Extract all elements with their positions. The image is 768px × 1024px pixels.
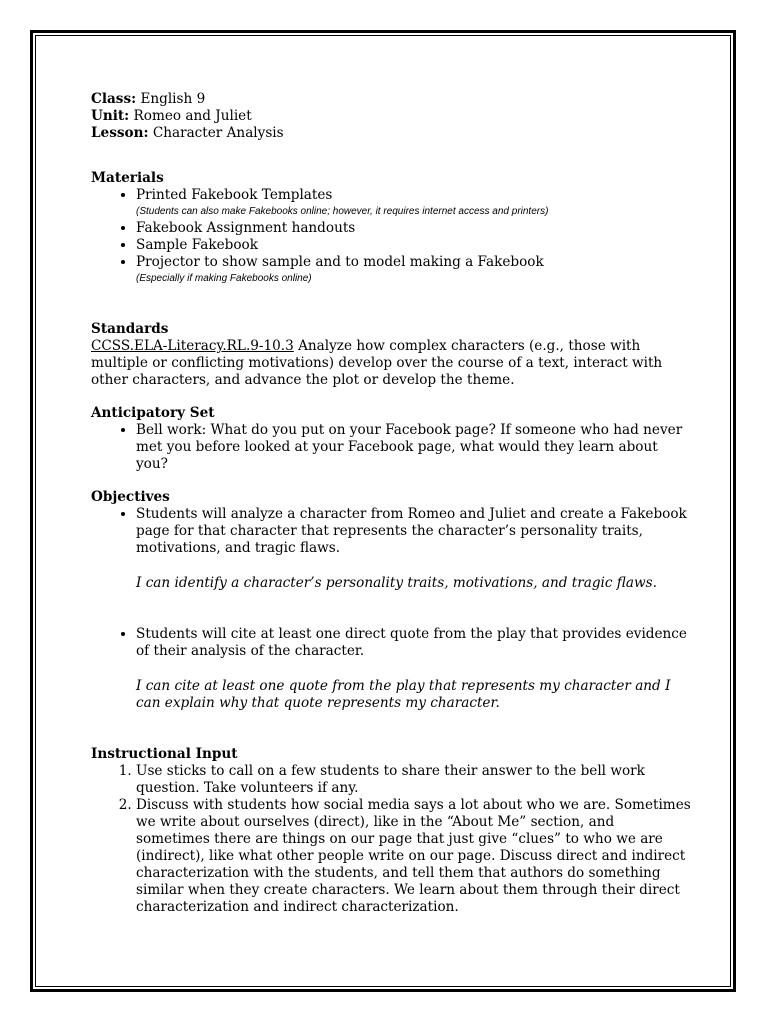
materials-item-note: (Especially if making Fakebooks online) bbox=[136, 273, 312, 284]
lesson-line bbox=[91, 125, 691, 142]
materials-item-text: Projector to show sample and to model making a Fakebook bbox=[136, 254, 544, 270]
lesson-label: Lesson: bbox=[91, 125, 149, 141]
objective-item bbox=[136, 506, 691, 610]
class-label: Class: bbox=[91, 91, 137, 107]
materials-item-text: Sample Fakebook bbox=[136, 237, 258, 253]
unit-line bbox=[91, 108, 691, 125]
class-line bbox=[91, 91, 691, 108]
objective-i-can: I can cite at least one quote from the play that represents my character and I can explain why that quote represents my character. bbox=[136, 678, 671, 711]
unit-value: Romeo and Juliet bbox=[133, 108, 252, 124]
objective-text: Students will cite at least one direct quote from the play that provides evidence of their analysis of the character. bbox=[136, 626, 687, 659]
instructional-item: 1. Use sticks to call on a few students to share their answer to the bell work question. Take volunteers if any. bbox=[136, 763, 691, 797]
objective-text: Students will analyze a character from Romeo and Juliet and create a Fakebook page for that character that represents the character’s personality traits, motivations, and tragic flaws. bbox=[136, 506, 687, 556]
objective-item bbox=[136, 626, 691, 712]
lesson-plan bbox=[91, 91, 691, 916]
standards-title: Standards bbox=[91, 321, 169, 337]
materials-item bbox=[136, 187, 691, 220]
instructional-list bbox=[91, 763, 691, 916]
materials-item-note: (Students can also make Fakebooks online; however, it requires internet access and printers) bbox=[136, 206, 549, 217]
materials-title: Materials bbox=[91, 170, 164, 186]
materials-item-text: Fakebook Assignment handouts bbox=[136, 220, 356, 236]
unit-label: Unit: bbox=[91, 108, 130, 124]
standards-text bbox=[91, 338, 691, 389]
objective-i-can: I can identify a character’s personality traits, motivations, and tragic flaws. bbox=[136, 575, 657, 591]
instructional-title: Instructional Input bbox=[91, 746, 238, 762]
standards-description: Analyze how complex characters (e.g., those with multiple or conflicting motivations) develop over the course of a text, interact with other characters, and advance the plot or develop the theme. bbox=[91, 338, 663, 388]
materials-item bbox=[136, 237, 691, 254]
anticipatory-item: • Bell work: What do you put on your Facebook page? If someone who had never met you before looked at your Facebook page, what would they learn about you? bbox=[136, 422, 691, 473]
standards-link[interactable]: CCSS.ELA-Literacy.RL.9-10.3 bbox=[91, 338, 294, 354]
class-value: English 9 bbox=[140, 91, 206, 107]
materials-list bbox=[91, 187, 691, 287]
anticipatory-list bbox=[91, 422, 691, 473]
materials-item bbox=[136, 254, 691, 287]
instructional-item: 2. Discuss with students how social media says a lot about who we are. Sometimes we write about ourselves (direct), like in the “About Me” section, and sometimes there are things on our page that just give “clues” to who we are (indirect), like what other people write on our page. Discuss direct and indirect characterization with the students, and tell them that authors do something similar when they create characters. We learn about them through their direct characterization and indirect characterization. bbox=[136, 797, 691, 916]
objectives-title: Objectives bbox=[91, 489, 170, 505]
materials-item bbox=[136, 220, 691, 237]
objectives-list bbox=[91, 506, 691, 712]
lesson-value: Character Analysis bbox=[152, 125, 284, 141]
materials-item-text: Printed Fakebook Templates bbox=[136, 187, 333, 203]
anticipatory-title: Anticipatory Set bbox=[91, 405, 215, 421]
